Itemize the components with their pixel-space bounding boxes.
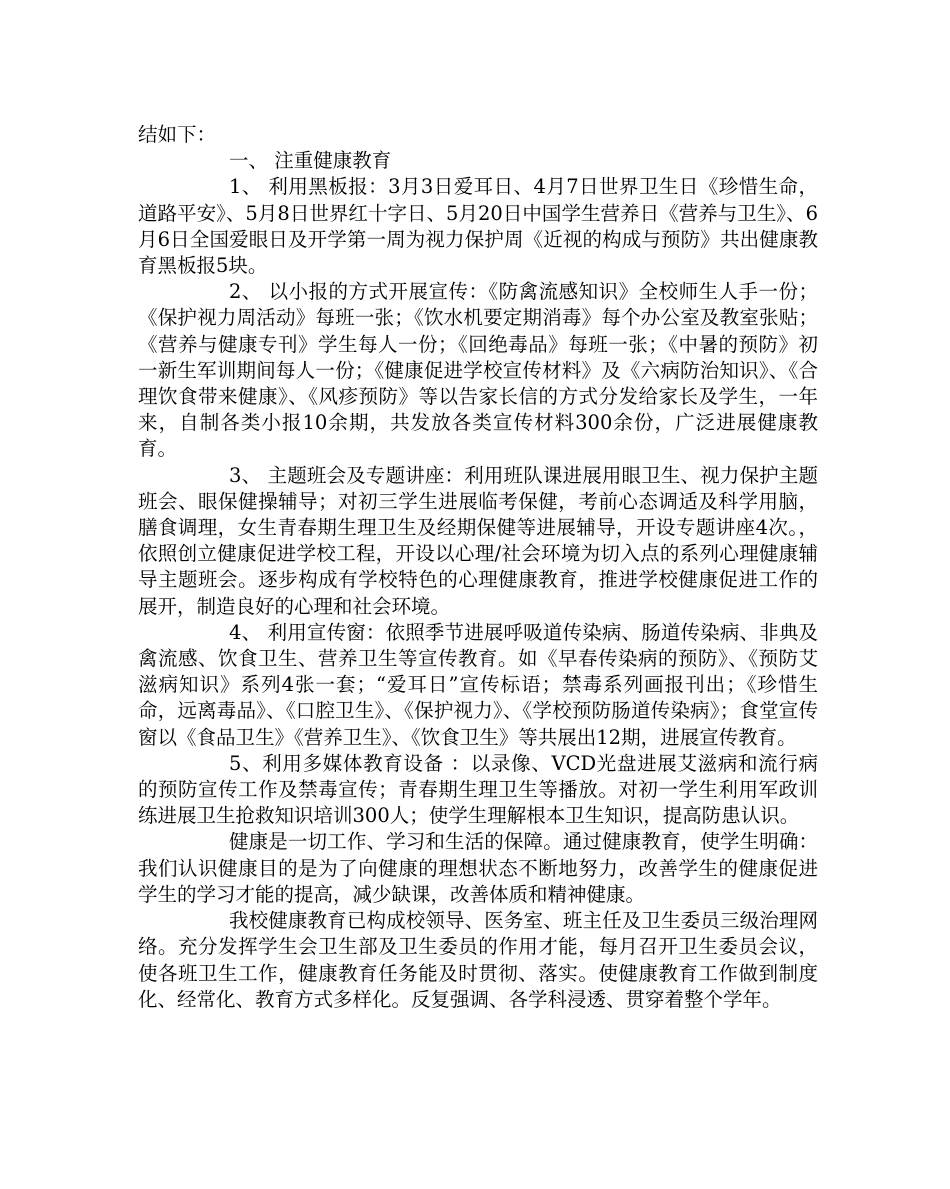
paragraph-intro: 结如下： — [138, 123, 217, 146]
paragraph-management-network: 我校健康教育已构成校领导、医务室、班主任及卫生委员三级治理网络。充分发挥学生会卫生部及卫生委员的作用才能，每月召开卫生委员会议，使各班卫生工作，健康教育任务能及时贯彻、落实。使健康教育工作做到制度化、经常化、教育方式多样化。反复强调、各学科浸透、贯穿着整个学年。 — [138, 909, 818, 1011]
section-heading: 一、 注重健康教育 — [229, 149, 392, 173]
paragraph-item-5: 5、利用多媒体教育设备 ：以录像、VCD光盘进展艾滋病和流行病的预防宣传工作及禁毒宣传；青春期生理卫生等播放。对初一学生利用军政训练进展卫生抢救知识培训300人；使学生理解根本卫生知识，提高防患认识。 — [138, 751, 818, 828]
paragraph-item-4: 4、 利用宣传窗：依照季节进展呼吸道传染病、肠道传染病、非典及禽流感、饮食卫生、营养卫生等宣传教育。如《早春传染病的预防》、《预防艾滋病知识》系列4张一套；“爱耳日”宣传标语；禁毒系列画报刊出；《珍惜生命，远离毒品》、《口腔卫生》、《保护视力》、《学校预防肠道传染病》；食堂宣传窗以《食品卫生》《营养卫生》、《饮食卫生》等共展出12期，进展宣传教育。 — [138, 620, 818, 749]
paragraph-item-3: 3、 主题班会及专题讲座：利用班队课进展用眼卫生、视力保护主题班会、眼保健操辅导；对初三学生进展临考保健，考前心态调适及科学用脑，膳食调理，女生青春期生理卫生及经期保健等进展辅导，开设专题讲座4次。，依照创立健康促进学校工程，开设以心理/社会环境为切入点的系列心理健康辅导主题班会。逐步构成有学校特色的心理健康教育，推进学校健康促进工作的展开，制造良好的心理和社会环境。 — [138, 463, 818, 618]
document-body — [138, 122, 818, 1013]
paragraph-item-2: 2、 以小报的方式开展宣传：《防禽流感知识》全校师生人手一份；《保护视力周活动》每班一张；《饮水机要定期消毒》每个办公室及教室张贴；《营养与健康专刊》学生每人一份；《回绝毒品》每班一张；《中暑的预防》初一新生军训期间每人一份；《健康促进学校宣传材料》及《六病防治知识》、《合理饮食带来健康》、《风疹预防》等以告家长信的方式分发给家长及学生，一年来，自制各类小报10余期，共发放各类宣传材料300余份，广泛进展健康教育。 — [138, 280, 818, 461]
paragraph-item-1: 1、 利用黑板报：3月3日爱耳日、4月7日世界卫生日《珍惜生命，道路平安》、5月8日世界红十字日、5月20日中国学生营养日《营养与卫生》、6月6日全国爱眼日及开学第一周为视力保护周《近视的构成与预防》共出健康教育黑板报5块。 — [138, 175, 818, 278]
paragraph-health-summary: 健康是一切工作、学习和生活的保障。通过健康教育，使学生明确：我们认识健康目的是为了向健康的理想状态不断地努力，改善学生的健康促进学生的学习才能的提高，减少缺课，改善体质和精神健康。 — [138, 830, 818, 906]
